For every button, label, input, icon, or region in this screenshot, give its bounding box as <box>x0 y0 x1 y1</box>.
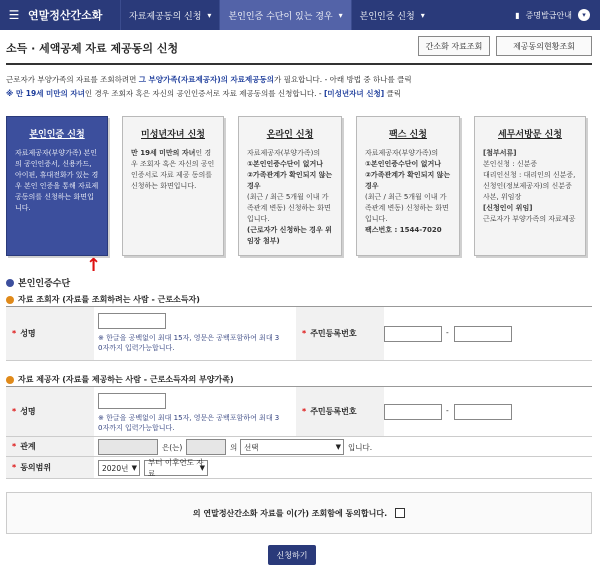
hint-line: 0자까지 입력가능합니다. <box>98 424 175 432</box>
label-text: 주민등록번호 <box>310 329 357 338</box>
section-auth-label: 본인인증수단 <box>18 279 71 289</box>
label-text: 주민등록번호 <box>310 407 357 416</box>
scope-select[interactable] <box>144 460 208 476</box>
method-desc-text: 대리인신청 : 대리인의 신분증, 신청인(정보제공자)의 신분증 사본, 위임장 <box>483 171 576 201</box>
method-desc-text: 자료제공자(부양가족)의 <box>365 149 439 157</box>
notice-line-2 <box>6 88 401 99</box>
chevron-down-icon: ▼ <box>335 443 341 451</box>
consent-box <box>6 492 592 534</box>
method-desc <box>483 148 577 225</box>
consent-text: 의 연말정산간소화 자료를 이(가) 조회함에 동의합니다. <box>192 508 388 518</box>
method-desc-text: 근로자가 부양가족의 자료제공 <box>483 215 576 223</box>
hint-line: ※ 한글을 공백없이 최대 15자, 영문은 공백포함하여 최대 3 <box>98 414 280 422</box>
method-desc-bold: ①본인인증수단이 없거나 <box>365 160 441 168</box>
relation-person-a-field <box>98 439 158 455</box>
viewer-rrn-front-input[interactable] <box>384 326 442 342</box>
bullet-icon <box>6 296 14 304</box>
cert-guide-label: 증명발급안내 <box>525 10 572 20</box>
method-desc-bold: ②가족관계가 확인되지 않는 경우 <box>365 171 451 190</box>
section-auth-heading <box>6 276 70 289</box>
method-minor-child[interactable] <box>122 116 224 256</box>
viewer-heading <box>6 294 200 305</box>
rrn-dash: - <box>446 328 449 337</box>
method-desc-text: 본인신청 : 신분증 <box>483 160 538 168</box>
chevron-down-icon: ▾ <box>420 10 425 20</box>
chevron-down-icon: ▼ <box>199 464 205 472</box>
notice-emphasis: 그 부양가족(자료제공자)의 자료제공동의 <box>138 75 274 84</box>
provider-name-hint <box>98 413 279 433</box>
rrn-dash: - <box>446 406 449 415</box>
breadcrumb-3[interactable] <box>351 0 433 30</box>
method-tax-office-visit[interactable] <box>474 116 586 256</box>
provider-rrn-back-input[interactable] <box>454 404 512 420</box>
relation-row <box>6 437 592 457</box>
scope-label: * 동의범위 <box>6 457 94 478</box>
method-desc-text: 인 경우 조회자 혹은 자신의 공인인증서로 자료 제공 동의를 신청하는 화면입니다. <box>131 149 215 190</box>
cert-guide-link[interactable] <box>515 0 600 30</box>
method-fax[interactable] <box>356 116 460 256</box>
method-desc: 자료제공자(부양가족) 본인의 공인인증서, 신용카드, 아이핀, 휴대전화가 있는 경우 본인 인증을 통해 자료제공동의를 신청하는 화면입니다. <box>15 149 99 212</box>
year-select[interactable] <box>98 460 140 476</box>
relation-select-value: 선택 <box>244 442 259 452</box>
notice-text: 클릭 <box>384 89 401 98</box>
method-desc-bold: 팩스번호 : 1544-7020 <box>365 226 442 234</box>
method-desc <box>247 148 333 247</box>
viewer-name-row <box>6 307 592 361</box>
notice-text: 가 필요합니다. - 아래 방법 중 하나를 클릭 <box>273 75 412 84</box>
breadcrumb-1-label: 자료제공동의 신청 <box>129 11 202 22</box>
document-icon: ▮ <box>515 10 520 20</box>
method-title: 온라인 신청 <box>266 130 314 140</box>
consent-checkbox[interactable] <box>395 508 405 518</box>
provider-heading-label: 자료 제공자 (자료를 제공하는 사람 - 근로소득자의 부양가족) <box>18 375 234 384</box>
breadcrumb-3-label: 본인인증 신청 <box>359 11 415 22</box>
viewer-heading-label: 자료 조회자 (자료를 조회하려는 사람 - 근로소득자) <box>18 295 200 304</box>
method-desc-text: (최근 / 최근 5개월 이내 가족관계 변동) 신청하는 화면입니다. <box>365 193 449 223</box>
method-desc-text: (최근 / 최근 5개월 이내 가족관계 변동) 신청하는 화면입니다. <box>247 193 331 223</box>
relation-select[interactable] <box>240 439 344 455</box>
arrow-up-icon: ↑ <box>86 255 102 276</box>
home-link[interactable]: 연말정산간소화 <box>28 9 103 22</box>
provider-name-input[interactable] <box>98 393 166 409</box>
chevron-down-icon: ▼ <box>131 464 137 472</box>
method-desc-bold: [첨부서류] <box>483 149 517 157</box>
chevron-down-icon: ▾ <box>207 10 212 20</box>
method-desc-bold: (근로자가 신청하는 경우 위임장 첨부) <box>247 226 332 245</box>
chevron-down-icon: ▾ <box>338 10 343 20</box>
notice-text: 인 경우 조회자 혹은 자신의 공인인증서로 자료 제공동의를 신청합니다. - <box>84 89 324 98</box>
page-title: 소득 · 세액공제 자료 제공동의 신청 <box>6 42 179 55</box>
hint-line: ※ 한글을 공백없이 최대 15자, 영문은 공백포함하여 최대 3 <box>98 334 280 342</box>
submit-button[interactable]: 신청하기 <box>268 545 316 565</box>
title-divider <box>6 63 592 65</box>
chevron-down-icon[interactable]: ▾ <box>578 9 590 21</box>
label-text: 관계 <box>20 442 36 451</box>
scope-select-value: 부터 이후연도 자료 <box>148 458 204 478</box>
method-self-auth[interactable] <box>6 116 108 256</box>
method-title: 팩스 신청 <box>389 130 427 140</box>
provider-rrn-label: * 주민등록번호 <box>296 387 384 436</box>
label-text: 성명 <box>20 329 36 338</box>
viewer-name-input[interactable] <box>98 313 166 329</box>
simplified-lookup-button[interactable]: 간소화 자료조회 <box>418 36 490 56</box>
menu-icon[interactable]: ☰ <box>8 8 20 22</box>
breadcrumb-1[interactable] <box>120 0 219 30</box>
notice-emphasis: ※ 만 19세 미만의 자녀 <box>6 89 85 98</box>
scope-row <box>6 457 592 479</box>
viewer-rrn-label: * 주민등록번호 <box>296 307 384 360</box>
relation-person-b-field <box>186 439 226 455</box>
relation-text: 의 <box>230 443 238 452</box>
relation-text: 은(는) <box>162 443 183 452</box>
viewer-name-hint <box>98 333 279 353</box>
hint-line: 0자까지 입력가능합니다. <box>98 344 175 352</box>
relation-text: 입니다. <box>348 443 373 452</box>
top-navigation <box>0 0 600 30</box>
year-select-value: 2020년 <box>102 463 129 473</box>
bullet-icon <box>6 279 14 287</box>
bullet-icon <box>6 376 14 384</box>
provider-rrn-front-input[interactable] <box>384 404 442 420</box>
label-text: 동의범위 <box>20 463 52 472</box>
viewer-rrn-back-input[interactable] <box>454 326 512 342</box>
notice-link[interactable]: [미성년자녀 신청] <box>323 89 385 98</box>
notice-text: 근로자가 부양가족의 자료를 조회하려면 <box>6 75 139 84</box>
method-desc-bold: [신청인이 위임] <box>483 204 533 212</box>
notice-line-1 <box>6 74 412 85</box>
method-desc-text: 자료제공자(부양가족)의 <box>247 149 321 157</box>
breadcrumb-2[interactable] <box>219 0 350 30</box>
method-desc-bold: 만 19세 미만의 자녀 <box>131 149 196 157</box>
method-title: 미성년자녀 신청 <box>141 130 205 140</box>
method-desc <box>365 148 451 236</box>
breadcrumb-2-label: 본인인증 수단이 있는 경우 <box>228 11 333 22</box>
method-title: 세무서방문 신청 <box>498 130 562 140</box>
method-desc-bold: ②가족관계가 확인되지 않는 경우 <box>247 171 333 190</box>
viewer-name-label: * 성명 <box>6 307 94 360</box>
label-text: 성명 <box>20 407 36 416</box>
provider-heading <box>6 374 234 385</box>
method-desc <box>131 148 215 192</box>
consent-status-button[interactable]: 제공동의현황조회 <box>496 36 592 56</box>
method-online[interactable] <box>238 116 342 256</box>
provider-name-row <box>6 387 592 437</box>
relation-label: * 관계 <box>6 437 94 456</box>
method-title: 본인인증 신청 <box>29 130 85 140</box>
method-desc-bold: ①본인인증수단이 없거나 <box>247 160 323 168</box>
provider-name-label: * 성명 <box>6 387 94 436</box>
